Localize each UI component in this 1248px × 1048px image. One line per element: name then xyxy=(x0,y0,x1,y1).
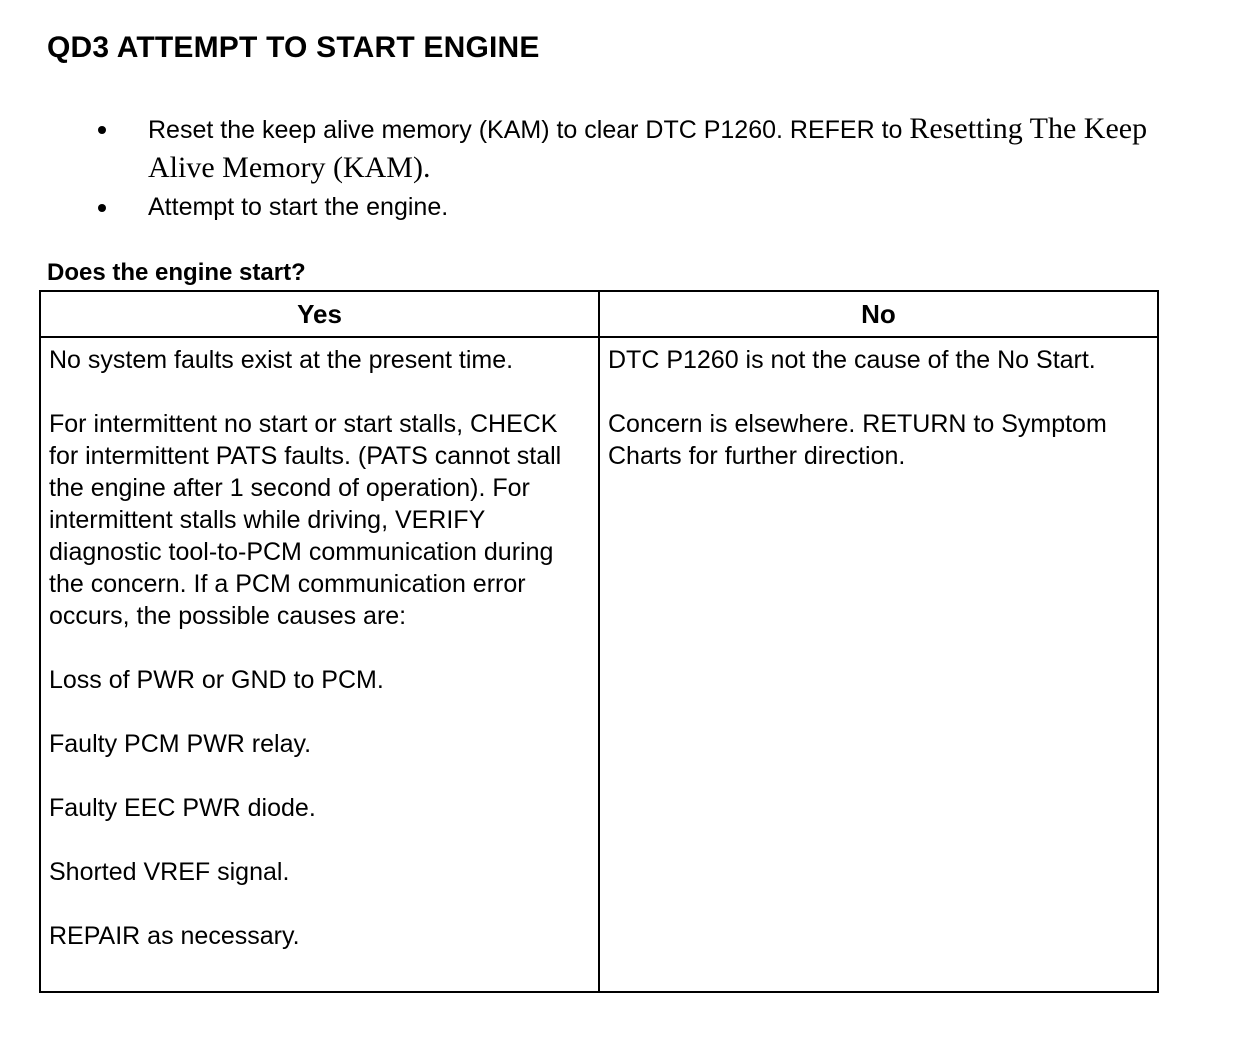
instruction-suffix: . xyxy=(422,151,431,184)
header-no: No xyxy=(599,291,1158,337)
page-title: QD3 ATTEMPT TO START ENGINE xyxy=(47,31,540,64)
bullet-icon xyxy=(98,204,106,212)
no-paragraph: Concern is elsewhere. RETURN to Symptom Charts for further direction. xyxy=(608,410,1107,470)
no-cell xyxy=(599,337,1158,992)
header-yes: Yes xyxy=(40,291,599,337)
decision-table xyxy=(39,290,1159,993)
instruction-list xyxy=(96,110,1216,226)
yes-cell xyxy=(40,337,599,992)
instruction-text: Reset the keep alive memory (KAM) to clear DTC P1260. REFER to xyxy=(148,116,910,144)
yes-paragraph: Faulty PCM PWR relay. xyxy=(49,730,312,758)
yes-paragraph: Loss of PWR or GND to PCM. xyxy=(49,666,384,694)
list-item xyxy=(96,188,1216,226)
table-row xyxy=(40,337,1158,992)
no-paragraph: DTC P1260 is not the cause of the No Start. xyxy=(608,346,1096,374)
decision-question: Does the engine start? xyxy=(47,259,306,286)
yes-paragraph: For intermittent no start or start stalls, CHECK for intermittent PATS faults. (PATS cannot stall the engine after 1 second of operation). For intermittent stalls while driving, VERIFY diagnostic tool-to-PCM communication during the concern. If a PCM communication error occurs, the possible causes are: xyxy=(49,410,562,630)
yes-paragraph: Shorted VREF signal. xyxy=(49,858,290,886)
bullet-icon xyxy=(98,126,106,134)
list-item xyxy=(96,110,1216,188)
table-header-row xyxy=(40,291,1158,337)
yes-paragraph: No system faults exist at the present time. xyxy=(49,346,514,374)
instruction-text: Attempt to start the engine. xyxy=(148,193,449,221)
yes-paragraph: REPAIR as necessary. xyxy=(49,922,300,950)
kam-reference-link[interactable]: Resetting The Keep Alive Memory (KAM) xyxy=(148,112,1148,184)
yes-paragraph: Faulty EEC PWR diode. xyxy=(49,794,316,822)
